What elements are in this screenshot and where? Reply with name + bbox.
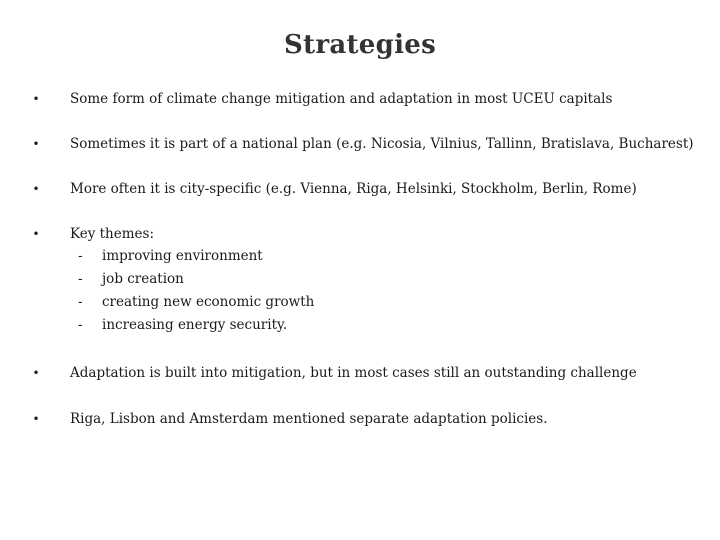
bullet-marker: • — [32, 92, 40, 106]
bullet-text: More often it is city-specific (e.g. Vienna, Riga, Helsinki, Stockholm, Berlin, Rome) — [70, 181, 637, 197]
sub-item-text: improving environment — [102, 248, 263, 264]
bullet-marker: • — [32, 182, 40, 196]
sub-item — [70, 291, 700, 314]
bullet-item — [30, 178, 700, 200]
bullet-text: Sometimes it is part of a national plan (e.g. Nicosia, Vilnius, Tallinn, Bratislava, Bucharest) — [70, 136, 694, 152]
bullet-item — [30, 408, 700, 430]
bullet-item — [30, 362, 700, 384]
bullet-text: Some form of climate change mitigation and adaptation in most UCEU capitals — [70, 91, 613, 107]
bullet-list — [30, 88, 700, 430]
dash-marker: - — [78, 248, 83, 264]
sub-item — [70, 268, 700, 291]
bullet-item — [30, 223, 700, 337]
slide-title: Strategies — [283, 30, 437, 60]
key-themes-sublist — [70, 245, 700, 337]
bullet-text: Riga, Lisbon and Amsterdam mentioned separate adaptation policies. — [70, 411, 548, 427]
sub-item-text: creating new economic growth — [102, 294, 315, 310]
bullet-item — [30, 133, 700, 155]
bullet-marker: • — [32, 366, 40, 380]
dash-marker: - — [78, 271, 83, 287]
sub-item — [70, 245, 700, 268]
sub-item-text: increasing energy security. — [102, 317, 288, 333]
bullet-marker: • — [32, 227, 40, 241]
bullet-marker: • — [32, 137, 40, 151]
sub-item — [70, 314, 700, 337]
bullet-marker: • — [32, 412, 40, 426]
bullet-text: Adaptation is built into mitigation, but in most cases still an outstanding challenge — [70, 365, 637, 381]
dash-marker: - — [78, 294, 83, 310]
sub-item-text: job creation — [102, 271, 184, 287]
bullet-text: Key themes: — [70, 226, 155, 242]
dash-marker: - — [78, 317, 83, 333]
bullet-item — [30, 88, 700, 110]
